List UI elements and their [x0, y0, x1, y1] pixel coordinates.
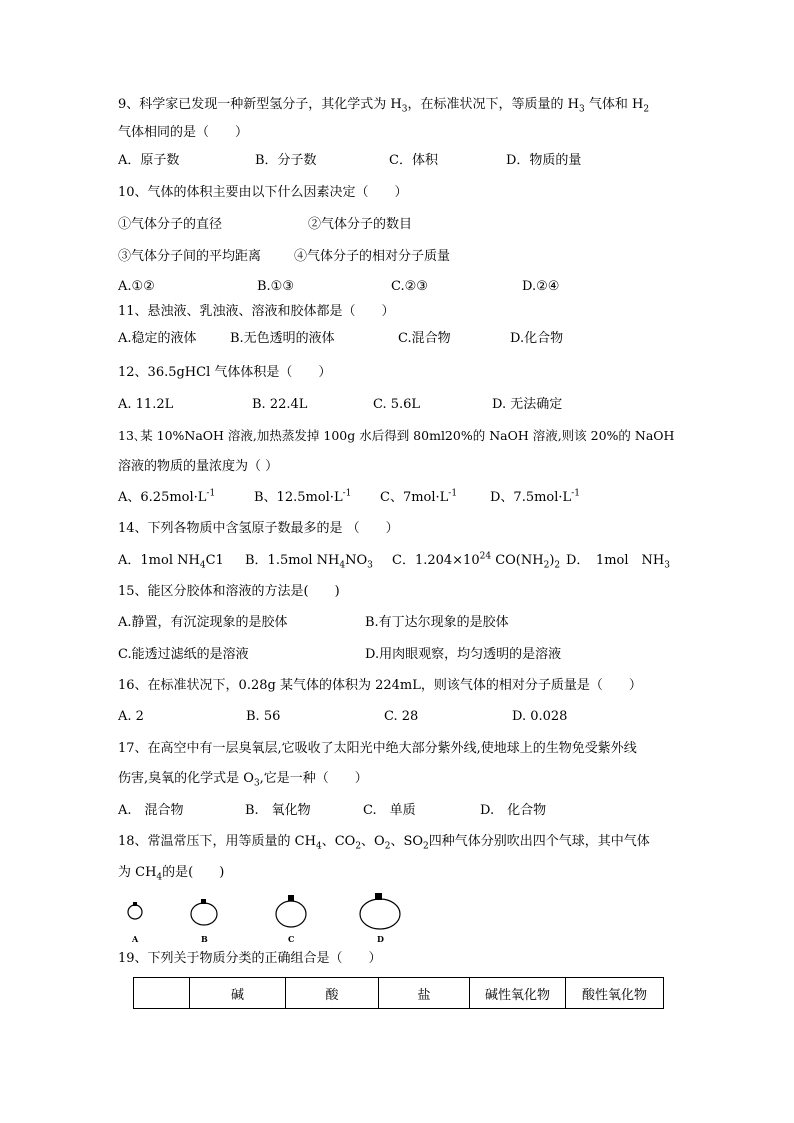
balloon-diagram	[118, 890, 438, 950]
question-11-option-c: C.混合物	[398, 331, 451, 346]
question-10-factor-3: ③气体分子间的平均距离	[118, 249, 262, 264]
balloon-label-a: A	[132, 934, 139, 944]
question-10-factor-4: ④气体分子的相对分子质量	[294, 249, 451, 264]
question-10-factor-2: ②气体分子的数目	[308, 217, 413, 232]
question-12-option-d: D. 无法确定	[492, 397, 563, 412]
question-9-option-c: C．体积	[389, 153, 438, 168]
question-11-option-d: D.化合物	[510, 331, 564, 346]
question-16-option-c: C. 28	[384, 709, 419, 724]
question-12-option-b: B. 22.4L	[252, 397, 308, 412]
table-header-cell	[134, 978, 190, 1009]
question-14-option-b: B．1.5mol $NH_4NO_3$	[245, 553, 373, 571]
question-15-stem: 15、能区分胶体和溶液的方法是( )	[118, 584, 340, 599]
question-10-option-d: D.②④	[522, 279, 560, 294]
question-15-option-b: B.有丁达尔现象的是胶体	[365, 615, 509, 630]
question-10-factor-1: ①气体分子的直径	[118, 217, 223, 232]
question-9-stem-line2: 气体相同的是（ ）	[118, 125, 249, 140]
balloon-label-c: C	[288, 934, 295, 944]
question-15-option-c: C.能透过滤纸的是溶液	[118, 647, 249, 662]
question-13-option-b: B、$12.5mol\cdot L^{-1}$	[254, 488, 352, 505]
balloon-b	[191, 899, 217, 944]
question-17-option-b: B. 氧化物	[245, 803, 311, 818]
question-18-stem: 18、常温常压下，用等质量的 $CH_4$、$CO_2$、$O_2$、$SO_2$四种气体分别吹出四个气球，其中气体	[118, 834, 650, 852]
balloon-c	[276, 895, 306, 944]
table-header-cell: 酸性氧化物	[566, 978, 664, 1009]
question-11-option-b: B.无色透明的液体	[230, 331, 335, 346]
question-9-option-b: B．分子数	[255, 153, 317, 168]
question-14-option-a: A．1mol $NH_4C1$	[118, 553, 224, 571]
question-16-option-d: D. 0.028	[512, 709, 568, 724]
question-11-stem: 11、悬浊液、乳浊液、溶液和胶体都是（ ）	[118, 304, 395, 319]
question-17-option-d: D. 化合物	[480, 803, 547, 818]
balloon-d	[360, 893, 400, 944]
table-header-cell: 碱性氧化物	[470, 978, 566, 1009]
question-12-option-c: C. 5.6L	[373, 397, 421, 412]
question-13-stem: 13､某 10%NaOH 溶液,加热蒸发掉 100g 水后得到 80ml20%的 NaOH 溶液,则该 20%的 NaOH	[118, 428, 675, 443]
question-11-option-a: A.稳定的液体	[118, 331, 197, 346]
question-12-stem: 12、36.5gHCl 气体体积是（ ）	[118, 365, 332, 380]
question-14-option-d: D． 1mol $NH_3$	[566, 553, 670, 571]
question-16-option-a: A. 2	[118, 709, 144, 724]
question-13-option-d: D、$7.5mol\cdot L^{-1}$	[490, 488, 580, 505]
question-13-option-a: A、$6.25mol\cdot L^{-1}$	[118, 488, 216, 505]
question-9-option-a: A．原子数	[118, 153, 180, 168]
table-header-cell: 酸	[286, 978, 379, 1009]
question-9-stem: 9、科学家已发现一种新型氢分子，其化学式为 $H_3$，在标准状况下，等质量的 $H_3$ 气体和 $H_2$	[118, 97, 650, 115]
question-17-option-a: A. 混合物	[118, 803, 184, 818]
table-header-cell: 盐	[379, 978, 470, 1009]
table-header-cell: 碱	[190, 978, 286, 1009]
table-row	[134, 978, 664, 1009]
question-9-option-d: D．物质的量	[506, 153, 582, 168]
question-13-stem-line2: 溶液的物质的量浓度为（ ）	[118, 459, 279, 474]
question-13-option-c: C、$7mol\cdot L^{-1}$	[380, 488, 458, 505]
question-17-option-c: C. 单质	[363, 803, 416, 818]
balloon-label-b: B	[201, 934, 208, 944]
question-16-option-b: B. 56	[246, 709, 281, 724]
balloon-label-d: D	[377, 934, 384, 944]
question-17-stem: 17、在高空中有一层臭氧层,它吸收了太阳光中绝大部分紫外线,使地球上的生物免受紫外线	[118, 741, 637, 756]
question-15-option-a: A.静置，有沉淀现象的是胶体	[118, 615, 288, 630]
question-10-stem: 10、气体的体积主要由以下什么因素决定（ ）	[118, 185, 408, 200]
question-10-option-b: B.①③	[257, 279, 294, 294]
question-14-stem: 14、下列各物质中含氢原子数最多的是 （ ）	[118, 521, 399, 536]
classification-table	[133, 977, 664, 1009]
question-19-stem: 19、下列关于物质分类的正确组合是（ ）	[118, 951, 382, 966]
question-14-option-c: C．$1.204\times 10^{24}$ $CO(NH_2)_2$	[392, 551, 561, 571]
question-18-stem-line2: 为 $CH_4$的是( )	[118, 865, 225, 883]
question-15-option-d: D.用肉眼观察，均匀透明的是溶液	[365, 647, 562, 662]
question-10-option-a: A.①②	[118, 279, 155, 294]
question-12-option-a: A. 11.2L	[118, 397, 174, 412]
balloon-a	[128, 902, 142, 944]
question-10-option-c: C.②③	[391, 279, 428, 294]
question-16-stem: 16、在标准状况下，0.28g 某气体的体积为 224mL，则该气体的相对分子质量是（ ）	[118, 678, 642, 693]
question-17-stem-line2: 伤害,臭氧的化学式是 $O_3$,它是一种（ ）	[118, 771, 368, 789]
